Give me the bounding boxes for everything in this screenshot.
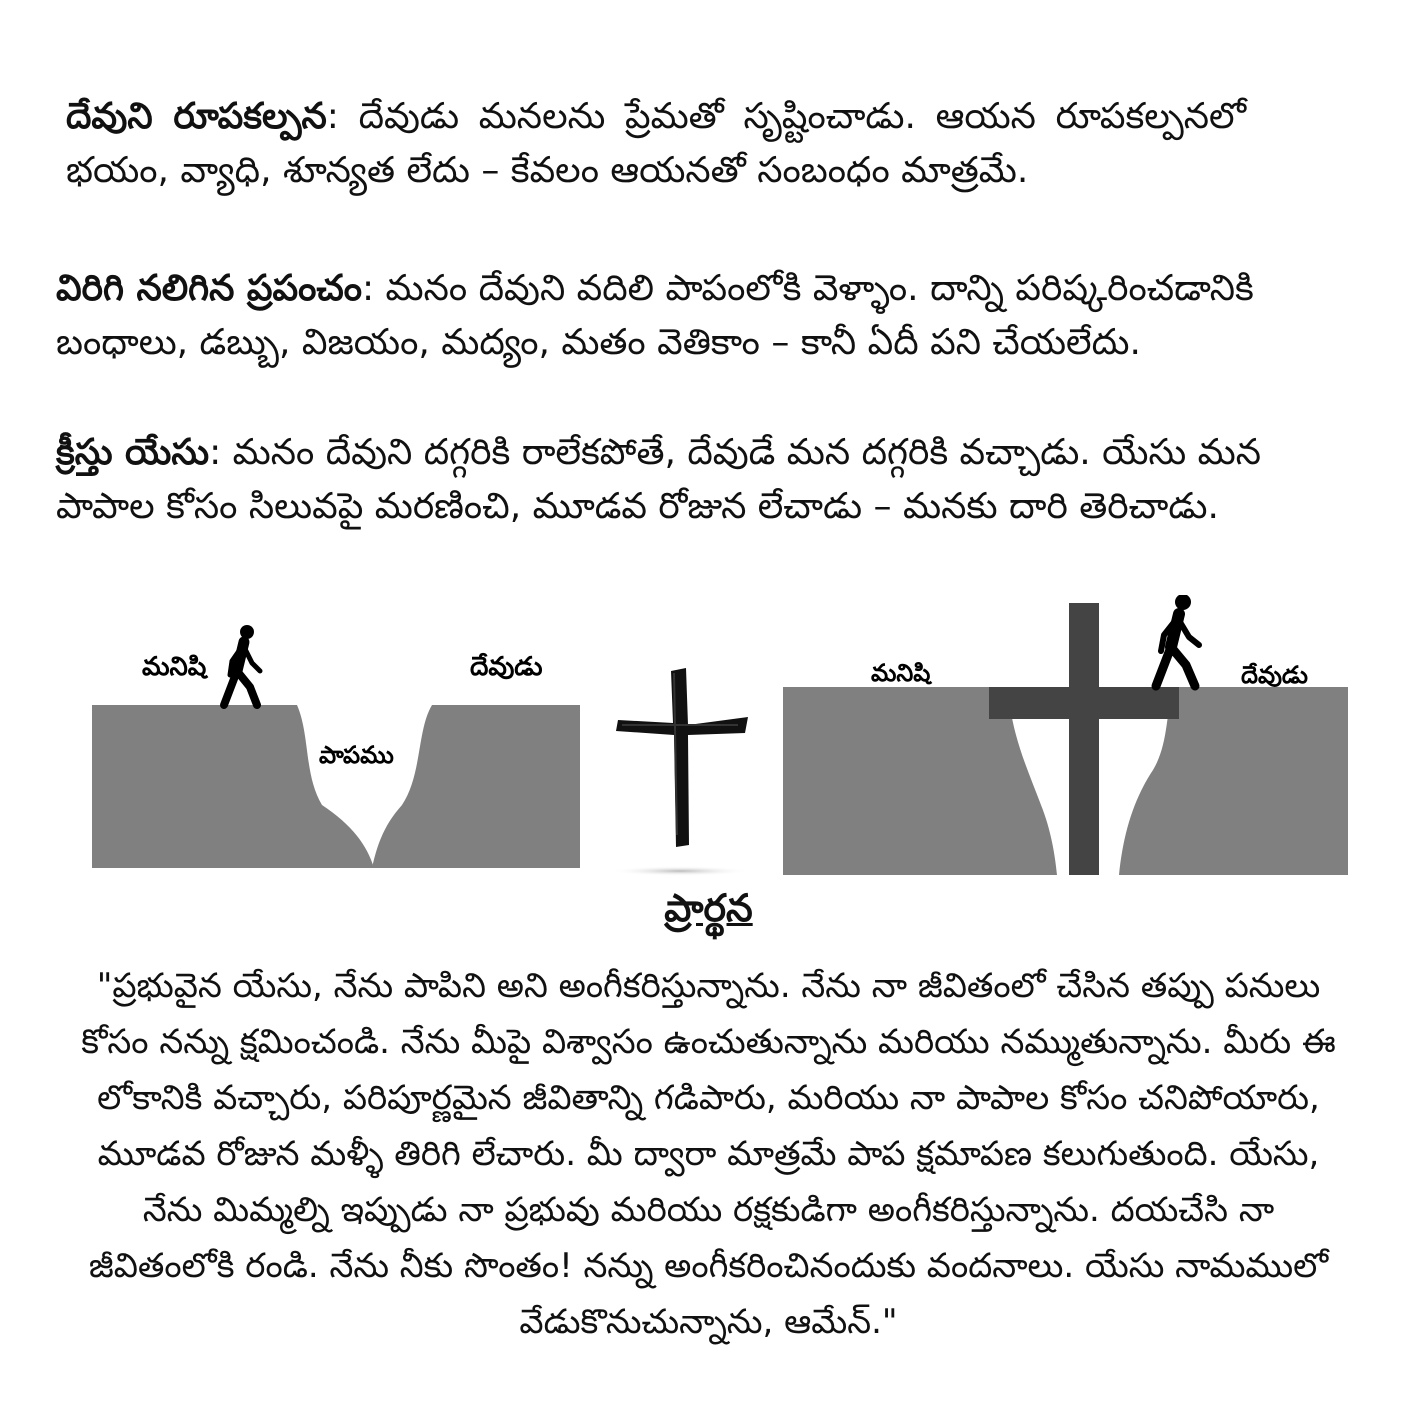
- cross-icon: [608, 665, 758, 880]
- prayer-body: "ప్రభువైన యేసు, నేను పాపిని అని అంగీకరిస్తున్నాను. నేను నా జీవితంలో చేసిన తప్పు పనులు కోసం నన్ను క్షమించండి. నేను మీపై విశ్వాసం ఉంచుతున్నాను మరియు నమ్ముతున్నాను. మీరు ఈ లోకానికి వచ్చారు, పరిపూర్ణమైన జీవితాన్ని గడిపారు, మరియు నా పాపాల కోసం చనిపోయారు, మూడవ రోజున మళ్ళీ తిరిగి లేచారు. మీ ద్వారా మాత్రమే పాప క్షమాపణ కలుగుతుంది. యేసు, నేను మిమ్మల్ని ఇప్పుడు నా ప్రభువు మరియు రక్షకుడిగా అంగీకరిస్తున్నాను. దయచేసి నా జీవితంలోకి రండి. నేను నీకు సొంతం! నన్ను అంగీకరించినందుకు వందనాలు. యేసు నామములో వేడుకొనుచున్నాను, ఆమేన్.": [81, 966, 1336, 1342]
- prayer-title: ప్రార్థన: [664, 886, 753, 930]
- section-jesus-christ: [56, 426, 1356, 534]
- man-label: మనిషి: [142, 652, 207, 682]
- diagram-separation: [92, 615, 584, 875]
- sin-label: పాపము: [319, 741, 394, 769]
- section-text: : మనం దేవుని దగ్గరికి రాలేకపోతే, దేవుడే మన దగ్గరికి వచ్చాడు. యేసు మన పాపాల కోసం సిలువపై మరణించి, మూడవ రోజున లేచాడు – మనకు దారి తెరిచాడు.: [56, 432, 1262, 527]
- section-text: : దేవుడు మనలను ప్రేమతో సృష్టించాడు. ఆయన రూపకల్పనలో భయం, వ్యాధి, శూన్యత లేదు – కేవలం ఆయనతో సంబంధం మాత్రమే.: [66, 96, 1247, 191]
- section-heading: విరిగి నలిగిన ప్రపంచం: [56, 268, 362, 309]
- right-cliff: [372, 705, 580, 868]
- man-label: మనిషి: [871, 659, 931, 687]
- section-heading: క్రీస్తు యేసు: [56, 432, 210, 473]
- section-text: : మనం దేవుని వదిలి పాపంలోకి వెళ్ళాం. దాన్ని పరిష్కరించడానికి బంధాలు, డబ్బు, విజయం, మద్యం, మతం వెతికాం – కానీ ఏదీ పని చేయలేదు.: [56, 268, 1254, 363]
- walking-person-icon: [1156, 595, 1199, 686]
- god-label: దేవుడు: [1241, 661, 1308, 689]
- section-design: [66, 90, 1246, 198]
- walking-person-icon: [224, 625, 260, 705]
- section-heading: దేవుని రూపకల్పన: [66, 96, 327, 137]
- god-label: దేవుడు: [470, 652, 543, 682]
- section-broken-world: [56, 262, 1356, 370]
- left-cliff: [92, 705, 374, 868]
- diagram-bridge: [783, 595, 1350, 877]
